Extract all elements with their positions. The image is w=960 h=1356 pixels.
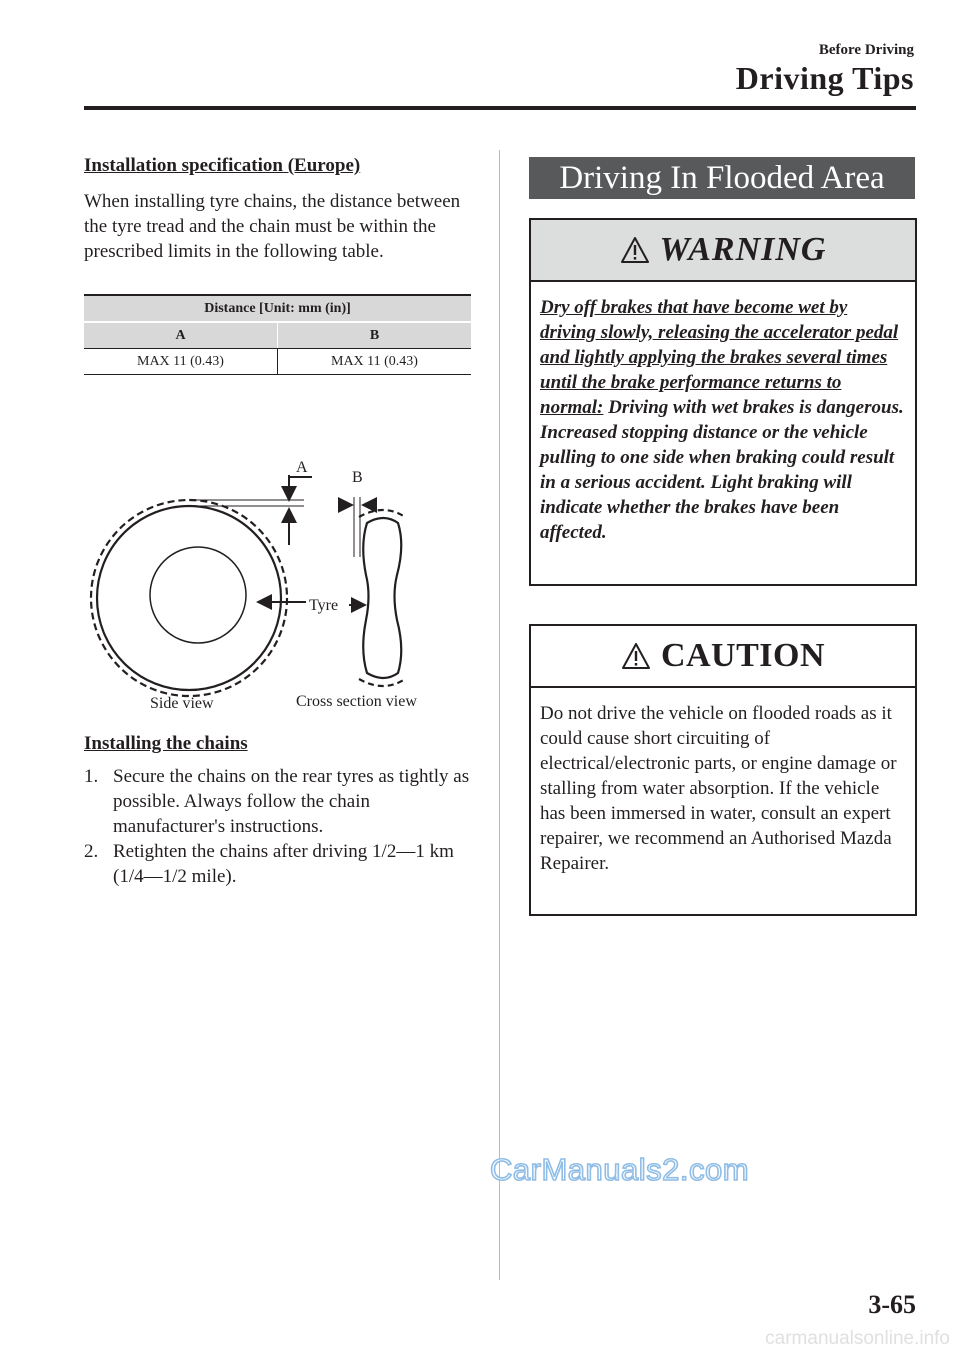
header-rule [84,106,916,110]
column-divider [499,150,500,1280]
warning-underlined-text: Dry off brakes that have become wet by driving slowly, releasing the accelerator pedal and lightly applying the brakes several times until the brake performance returns to normal: [540,297,899,418]
warning-title: WARNING [659,231,827,268]
caution-header [531,626,915,688]
caution-triangle-icon [621,641,651,671]
header-title: Driving Tips [735,60,914,96]
header-section: Before Driving [818,42,914,58]
tyre-chain-diagram [84,445,474,725]
table-col-b: B [278,322,472,349]
warning-text: Driving with wet brakes is dangerous. Increased stopping distance or the vehicle pulling to one side when braking could result in a serious accident. Light braking will indicate whether the brakes have been affected. [540,397,904,543]
table-caption: Distance [Unit: mm (in)] [84,295,471,322]
step-item: 1. Secure the chains on the rear tyres as tightly as possible. Always follow the chain manufacturer's instructions. [84,766,470,837]
distance-table [84,294,471,375]
warning-header [531,220,915,282]
footer-watermark: carmanualsonline.info [765,1328,950,1349]
table-col-a: A [84,322,278,349]
intro-paragraph: When installing tyre chains, the distance between the tyre tread and the chain must be within the prescribed limits in the following table. [84,191,461,262]
install-spec-heading: Installation specification (Europe) [84,155,361,176]
label-side-view: Side view [150,695,214,712]
warning-triangle-icon [620,235,650,265]
warning-body [531,282,915,545]
dimension-a [189,475,312,545]
installing-chains-heading: Installing the chains [84,733,248,754]
caution-box [529,624,917,916]
table-value-b: MAX 11 (0.43) [278,349,472,375]
watermark: CarManuals2.com [490,1152,750,1187]
label-b: B [352,469,363,486]
flooded-area-banner: Driving In Flooded Area [529,157,915,199]
cross-section-tyre [359,510,405,686]
dimension-b [340,497,376,557]
left-column [84,155,474,375]
caution-title: CAUTION [660,637,826,674]
label-a: A [296,459,308,476]
caution-body: Do not drive the vehicle on flooded roads as it could cause short circuiting of electrical/electronic parts, or engine damage or stalling from water absorption. If the vehicle has been immersed in water, consult an expert repairer, we recommend an Authorised Mazda Repairer. [540,703,897,874]
label-tyre: Tyre [309,597,339,614]
label-cross-section: Cross section view [296,693,417,710]
installing-steps [84,764,474,889]
step-item: 2. Retighten the chains after driving 1/2—1 km (1/4—1/2 mile). [84,841,454,887]
table-value-a: MAX 11 (0.43) [84,349,278,375]
warning-box [529,218,917,586]
side-view-tyre [91,500,287,696]
page-number: 3-65 [868,1290,916,1319]
